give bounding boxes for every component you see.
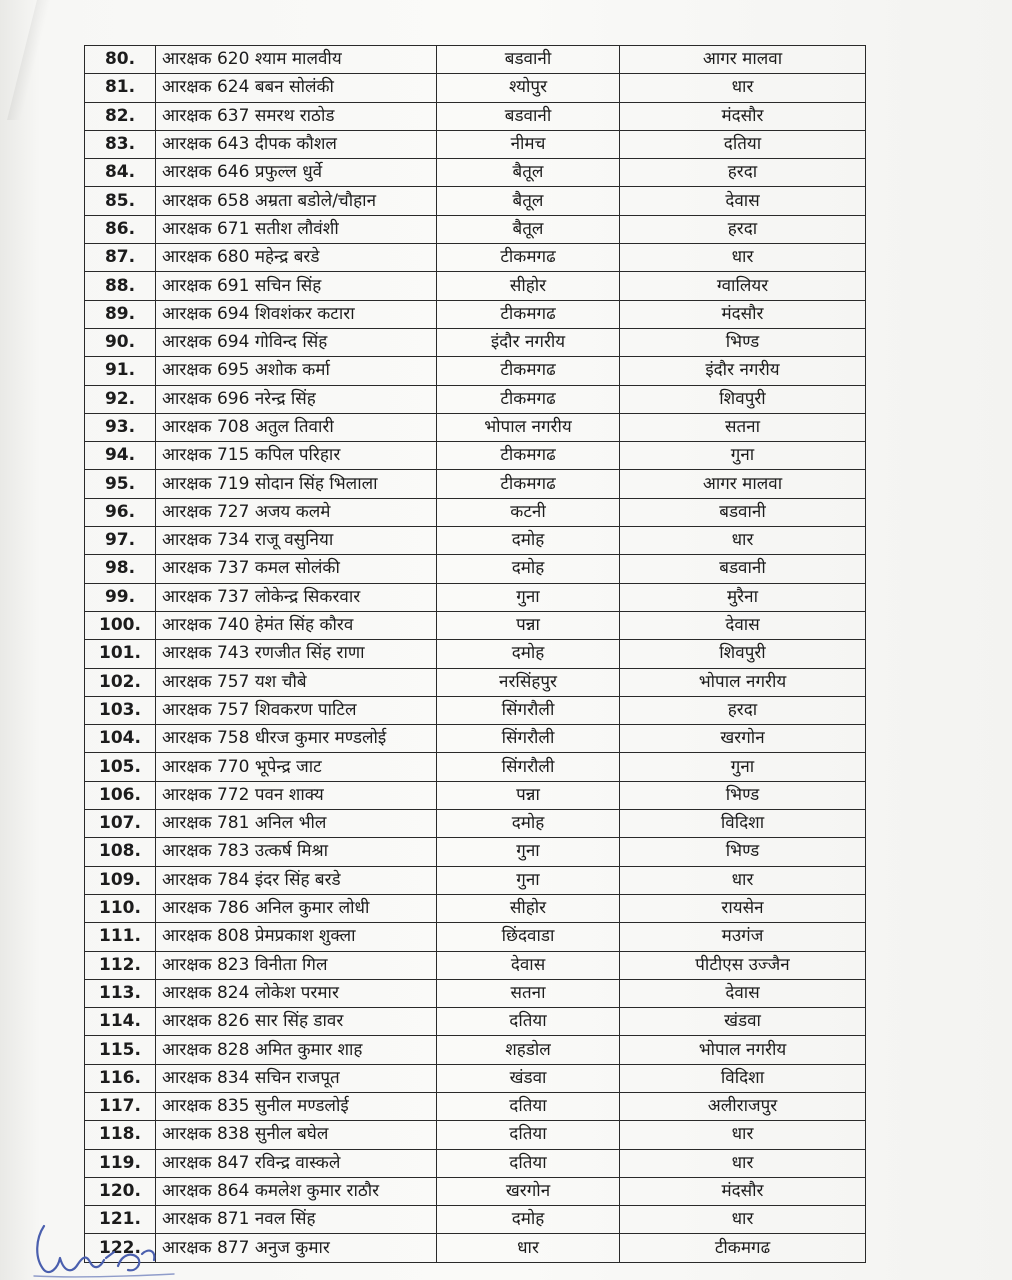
to-district: हरदा bbox=[620, 159, 866, 187]
table-row bbox=[85, 1234, 866, 1262]
to-district: देवास bbox=[620, 979, 866, 1007]
from-district: पन्ना bbox=[437, 781, 620, 809]
constable-name: आरक्षक 708 अतुल तिवारी bbox=[156, 413, 437, 441]
constable-name: आरक्षक 877 अनुज कुमार bbox=[156, 1234, 437, 1262]
from-district: सतना bbox=[437, 979, 620, 1007]
serial-number: 101. bbox=[85, 640, 156, 668]
from-district: दमोह bbox=[437, 527, 620, 555]
from-district: गुना bbox=[437, 583, 620, 611]
to-district: गुना bbox=[620, 442, 866, 470]
table-row bbox=[85, 1177, 866, 1205]
to-district: दतिया bbox=[620, 130, 866, 158]
to-district: भिण्ड bbox=[620, 781, 866, 809]
table-row bbox=[85, 611, 866, 639]
table-row bbox=[85, 498, 866, 526]
serial-number: 117. bbox=[85, 1092, 156, 1120]
constable-name: आरक्षक 694 गोविन्द सिंह bbox=[156, 328, 437, 356]
constable-name: आरक्षक 719 सोदान सिंह भिलाला bbox=[156, 470, 437, 498]
serial-number: 102. bbox=[85, 668, 156, 696]
to-district: धार bbox=[620, 1206, 866, 1234]
from-district: दमोह bbox=[437, 640, 620, 668]
from-district: सीहोर bbox=[437, 272, 620, 300]
from-district: बैतूल bbox=[437, 187, 620, 215]
from-district: कटनी bbox=[437, 498, 620, 526]
from-district: शहडोल bbox=[437, 1036, 620, 1064]
serial-number: 103. bbox=[85, 696, 156, 724]
constable-name: आरक्षक 786 अनिल कुमार लोधी bbox=[156, 894, 437, 922]
serial-number: 114. bbox=[85, 1008, 156, 1036]
constable-name: आरक्षक 871 नवल सिंह bbox=[156, 1206, 437, 1234]
serial-number: 118. bbox=[85, 1121, 156, 1149]
constable-name: आरक्षक 637 समरथ राठोड bbox=[156, 102, 437, 130]
to-district: शिवपुरी bbox=[620, 385, 866, 413]
to-district: भिण्ड bbox=[620, 838, 866, 866]
from-district: दतिया bbox=[437, 1121, 620, 1149]
serial-number: 96. bbox=[85, 498, 156, 526]
to-district: हरदा bbox=[620, 215, 866, 243]
table-row bbox=[85, 725, 866, 753]
to-district: सतना bbox=[620, 413, 866, 441]
constable-name: आरक्षक 834 सचिन राजपूत bbox=[156, 1064, 437, 1092]
table-row bbox=[85, 640, 866, 668]
to-district: भोपाल नगरीय bbox=[620, 1036, 866, 1064]
serial-number: 119. bbox=[85, 1149, 156, 1177]
constable-name: आरक्षक 737 लोकेन्द्र सिकरवार bbox=[156, 583, 437, 611]
table-row bbox=[85, 951, 866, 979]
constable-name: आरक्षक 757 शिवकरण पाटिल bbox=[156, 696, 437, 724]
constable-name: आरक्षक 740 हेमंत सिंह कौरव bbox=[156, 611, 437, 639]
constable-name: आरक्षक 826 सार सिंह डावर bbox=[156, 1008, 437, 1036]
constable-name: आरक्षक 823 विनीता गिल bbox=[156, 951, 437, 979]
constable-name: आरक्षक 671 सतीश लौवंशी bbox=[156, 215, 437, 243]
table-row bbox=[85, 470, 866, 498]
constable-name: आरक्षक 624 बबन सोलंकी bbox=[156, 74, 437, 102]
from-district: सीहोर bbox=[437, 894, 620, 922]
serial-number: 83. bbox=[85, 130, 156, 158]
serial-number: 97. bbox=[85, 527, 156, 555]
to-district: गुना bbox=[620, 753, 866, 781]
serial-number: 120. bbox=[85, 1177, 156, 1205]
table-row bbox=[85, 1206, 866, 1234]
to-district: भोपाल नगरीय bbox=[620, 668, 866, 696]
table-row bbox=[85, 1008, 866, 1036]
to-district: बडवानी bbox=[620, 498, 866, 526]
serial-number: 111. bbox=[85, 923, 156, 951]
table-row bbox=[85, 46, 866, 74]
to-district: टीकमगढ bbox=[620, 1234, 866, 1262]
from-district: दमोह bbox=[437, 555, 620, 583]
serial-number: 80. bbox=[85, 46, 156, 74]
serial-number: 94. bbox=[85, 442, 156, 470]
constable-name: आरक्षक 696 नरेन्द्र सिंह bbox=[156, 385, 437, 413]
table-row bbox=[85, 130, 866, 158]
constable-name: आरक्षक 734 राजू वसुनिया bbox=[156, 527, 437, 555]
serial-number: 98. bbox=[85, 555, 156, 583]
table-row bbox=[85, 385, 866, 413]
table-row bbox=[85, 979, 866, 1007]
table-row bbox=[85, 810, 866, 838]
from-district: टीकमगढ bbox=[437, 357, 620, 385]
constable-name: आरक्षक 838 सुनील बघेल bbox=[156, 1121, 437, 1149]
serial-number: 122. bbox=[85, 1234, 156, 1262]
serial-number: 112. bbox=[85, 951, 156, 979]
table-row bbox=[85, 923, 866, 951]
serial-number: 89. bbox=[85, 300, 156, 328]
serial-number: 121. bbox=[85, 1206, 156, 1234]
constable-name: आरक्षक 828 अमित कुमार शाह bbox=[156, 1036, 437, 1064]
from-district: बडवानी bbox=[437, 46, 620, 74]
from-district: सिंगरौली bbox=[437, 696, 620, 724]
from-district: सिंगरौली bbox=[437, 753, 620, 781]
constable-name: आरक्षक 646 प्रफुल्ल धुर्वे bbox=[156, 159, 437, 187]
serial-number: 95. bbox=[85, 470, 156, 498]
to-district: धार bbox=[620, 527, 866, 555]
from-district: छिंदवाडा bbox=[437, 923, 620, 951]
table-row bbox=[85, 272, 866, 300]
serial-number: 113. bbox=[85, 979, 156, 1007]
to-district: मंदसौर bbox=[620, 102, 866, 130]
from-district: टीकमगढ bbox=[437, 442, 620, 470]
from-district: दतिया bbox=[437, 1008, 620, 1036]
table-row bbox=[85, 215, 866, 243]
from-district: देवास bbox=[437, 951, 620, 979]
serial-number: 107. bbox=[85, 810, 156, 838]
transfer-list-table bbox=[84, 45, 866, 1263]
serial-number: 92. bbox=[85, 385, 156, 413]
serial-number: 87. bbox=[85, 244, 156, 272]
from-district: बैतूल bbox=[437, 215, 620, 243]
to-district: खरगोन bbox=[620, 725, 866, 753]
to-district: विदिशा bbox=[620, 810, 866, 838]
constable-name: आरक्षक 847 रविन्द्र वास्कले bbox=[156, 1149, 437, 1177]
constable-name: आरक्षक 737 कमल सोलंकी bbox=[156, 555, 437, 583]
constable-name: आरक्षक 781 अनिल भील bbox=[156, 810, 437, 838]
to-district: धार bbox=[620, 74, 866, 102]
constable-name: आरक्षक 835 सुनील मण्डलोई bbox=[156, 1092, 437, 1120]
table-row bbox=[85, 442, 866, 470]
from-district: धार bbox=[437, 1234, 620, 1262]
from-district: पन्ना bbox=[437, 611, 620, 639]
to-district: हरदा bbox=[620, 696, 866, 724]
table-row bbox=[85, 555, 866, 583]
paper-fold-shadow bbox=[7, 0, 51, 120]
constable-name: आरक्षक 758 धीरज कुमार मण्डलोई bbox=[156, 725, 437, 753]
table-row bbox=[85, 328, 866, 356]
constable-name: आरक्षक 691 सचिन सिंह bbox=[156, 272, 437, 300]
table-row bbox=[85, 696, 866, 724]
constable-name: आरक्षक 620 श्याम मालवीय bbox=[156, 46, 437, 74]
serial-number: 115. bbox=[85, 1036, 156, 1064]
constable-name: आरक्षक 727 अजय कलमे bbox=[156, 498, 437, 526]
serial-number: 88. bbox=[85, 272, 156, 300]
from-district: दमोह bbox=[437, 1206, 620, 1234]
serial-number: 99. bbox=[85, 583, 156, 611]
table-row bbox=[85, 894, 866, 922]
constable-name: आरक्षक 784 इंदर सिंह बरडे bbox=[156, 866, 437, 894]
constable-name: आरक्षक 715 कपिल परिहार bbox=[156, 442, 437, 470]
to-district: मुरैना bbox=[620, 583, 866, 611]
constable-name: आरक्षक 743 रणजीत सिंह राणा bbox=[156, 640, 437, 668]
serial-number: 116. bbox=[85, 1064, 156, 1092]
from-district: सिंगरौली bbox=[437, 725, 620, 753]
from-district: बैतूल bbox=[437, 159, 620, 187]
to-district: ग्वालियर bbox=[620, 272, 866, 300]
table-row bbox=[85, 838, 866, 866]
from-district: नीमच bbox=[437, 130, 620, 158]
table-row bbox=[85, 159, 866, 187]
constable-name: आरक्षक 772 पवन शाक्य bbox=[156, 781, 437, 809]
table-row bbox=[85, 583, 866, 611]
to-district: मउगंज bbox=[620, 923, 866, 951]
from-district: टीकमगढ bbox=[437, 470, 620, 498]
serial-number: 110. bbox=[85, 894, 156, 922]
serial-number: 84. bbox=[85, 159, 156, 187]
to-district: रायसेन bbox=[620, 894, 866, 922]
table-row bbox=[85, 187, 866, 215]
table-row bbox=[85, 102, 866, 130]
from-district: गुना bbox=[437, 838, 620, 866]
to-district: विदिशा bbox=[620, 1064, 866, 1092]
table-row bbox=[85, 1121, 866, 1149]
serial-number: 106. bbox=[85, 781, 156, 809]
table-row bbox=[85, 357, 866, 385]
constable-name: आरक्षक 808 प्रेमप्रकाश शुक्ला bbox=[156, 923, 437, 951]
table-row bbox=[85, 1036, 866, 1064]
constable-name: आरक्षक 658 अम्रता बडोले/चौहान bbox=[156, 187, 437, 215]
serial-number: 82. bbox=[85, 102, 156, 130]
serial-number: 81. bbox=[85, 74, 156, 102]
serial-number: 93. bbox=[85, 413, 156, 441]
to-district: मंदसौर bbox=[620, 300, 866, 328]
table-row bbox=[85, 1064, 866, 1092]
from-district: खरगोन bbox=[437, 1177, 620, 1205]
constable-name: आरक्षक 824 लोकेश परमार bbox=[156, 979, 437, 1007]
from-district: गुना bbox=[437, 866, 620, 894]
to-district: आगर मालवा bbox=[620, 46, 866, 74]
to-district: आगर मालवा bbox=[620, 470, 866, 498]
serial-number: 85. bbox=[85, 187, 156, 215]
from-district: श्योपुर bbox=[437, 74, 620, 102]
serial-number: 105. bbox=[85, 753, 156, 781]
constable-name: आरक्षक 694 शिवशंकर कटारा bbox=[156, 300, 437, 328]
constable-name: आरक्षक 864 कमलेश कुमार राठौर bbox=[156, 1177, 437, 1205]
constable-name: आरक्षक 680 महेन्द्र बरडे bbox=[156, 244, 437, 272]
from-district: इंदौर नगरीय bbox=[437, 328, 620, 356]
to-district: धार bbox=[620, 1121, 866, 1149]
serial-number: 109. bbox=[85, 866, 156, 894]
from-district: बडवानी bbox=[437, 102, 620, 130]
constable-name: आरक्षक 695 अशोक कर्मा bbox=[156, 357, 437, 385]
table-row bbox=[85, 866, 866, 894]
constable-name: आरक्षक 783 उत्कर्ष मिश्रा bbox=[156, 838, 437, 866]
constable-name: आरक्षक 757 यश चौबे bbox=[156, 668, 437, 696]
from-district: खंडवा bbox=[437, 1064, 620, 1092]
to-district: देवास bbox=[620, 187, 866, 215]
to-district: पीटीएस उज्जैन bbox=[620, 951, 866, 979]
table-row bbox=[85, 753, 866, 781]
constable-name: आरक्षक 770 भूपेन्द्र जाट bbox=[156, 753, 437, 781]
to-district: भिण्ड bbox=[620, 328, 866, 356]
table-row bbox=[85, 300, 866, 328]
serial-number: 90. bbox=[85, 328, 156, 356]
table-row bbox=[85, 244, 866, 272]
serial-number: 104. bbox=[85, 725, 156, 753]
to-district: बडवानी bbox=[620, 555, 866, 583]
to-district: धार bbox=[620, 1149, 866, 1177]
handwritten-signature-icon bbox=[14, 1218, 184, 1280]
to-district: मंदसौर bbox=[620, 1177, 866, 1205]
table-row bbox=[85, 413, 866, 441]
from-district: टीकमगढ bbox=[437, 244, 620, 272]
table-row bbox=[85, 74, 866, 102]
serial-number: 108. bbox=[85, 838, 156, 866]
serial-number: 86. bbox=[85, 215, 156, 243]
from-district: दतिया bbox=[437, 1149, 620, 1177]
from-district: दतिया bbox=[437, 1092, 620, 1120]
table-row bbox=[85, 781, 866, 809]
table-row bbox=[85, 527, 866, 555]
from-district: टीकमगढ bbox=[437, 385, 620, 413]
serial-number: 91. bbox=[85, 357, 156, 385]
to-district: अलीराजपुर bbox=[620, 1092, 866, 1120]
table-row bbox=[85, 1092, 866, 1120]
from-district: टीकमगढ bbox=[437, 300, 620, 328]
to-district: शिवपुरी bbox=[620, 640, 866, 668]
from-district: भोपाल नगरीय bbox=[437, 413, 620, 441]
from-district: दमोह bbox=[437, 810, 620, 838]
transfer-list-body bbox=[85, 46, 866, 1263]
from-district: नरसिंहपुर bbox=[437, 668, 620, 696]
to-district: इंदौर नगरीय bbox=[620, 357, 866, 385]
table-row bbox=[85, 668, 866, 696]
to-district: देवास bbox=[620, 611, 866, 639]
to-district: धार bbox=[620, 244, 866, 272]
to-district: खंडवा bbox=[620, 1008, 866, 1036]
serial-number: 100. bbox=[85, 611, 156, 639]
table-row bbox=[85, 1149, 866, 1177]
to-district: धार bbox=[620, 866, 866, 894]
constable-name: आरक्षक 643 दीपक कौशल bbox=[156, 130, 437, 158]
